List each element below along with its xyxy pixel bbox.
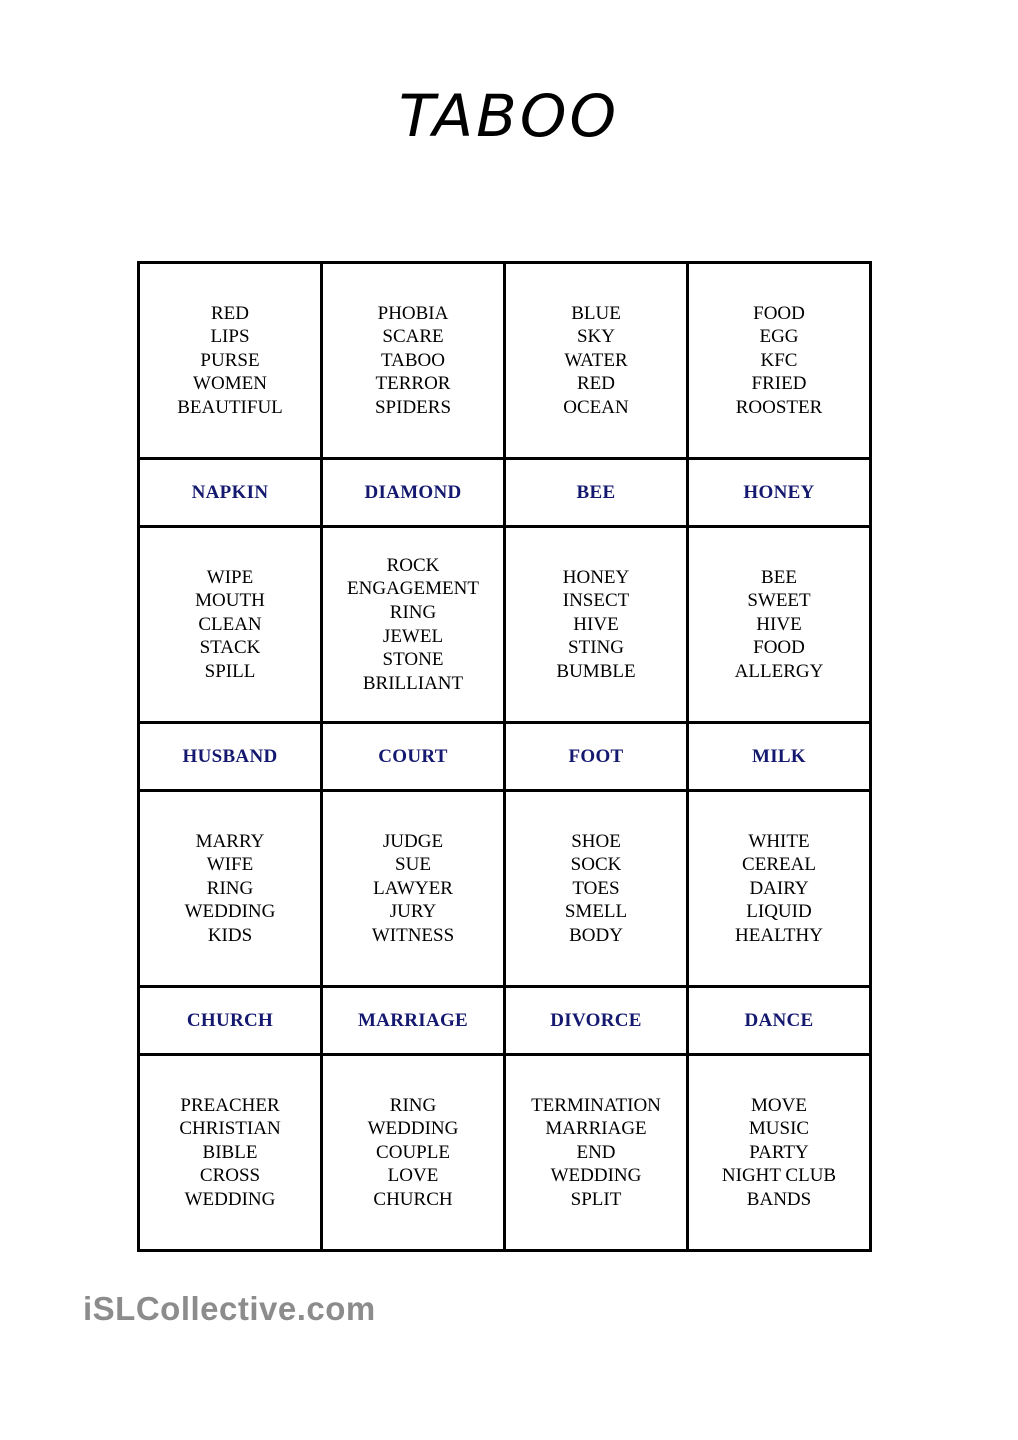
taboo-words-cell <box>139 1055 322 1251</box>
taboo-word: SPIDERS <box>374 396 452 418</box>
taboo-word: TABOO <box>381 349 445 371</box>
taboo-words-cell <box>139 791 322 987</box>
taboo-word: COUPLE <box>376 1141 450 1163</box>
taboo-word: MOUTH <box>195 590 265 612</box>
taboo-word: BANDS <box>746 1188 812 1210</box>
taboo-word: WOMEN <box>193 373 267 395</box>
taboo-words-row <box>139 527 871 723</box>
taboo-word: KFC <box>760 349 798 371</box>
keyword-cell: MILK <box>688 723 871 791</box>
taboo-word: BUMBLE <box>556 660 636 682</box>
taboo-word: PHOBIA <box>377 302 449 324</box>
taboo-word: WHITE <box>748 830 810 852</box>
taboo-word: PARTY <box>749 1141 809 1163</box>
taboo-word: OCEAN <box>563 396 629 418</box>
taboo-word: WIFE <box>206 854 254 876</box>
taboo-word: WEDDING <box>184 1188 276 1210</box>
taboo-word: WEDDING <box>367 1118 459 1140</box>
taboo-word: STONE <box>382 649 444 671</box>
keyword-row <box>139 987 871 1055</box>
taboo-word: PREACHER <box>180 1094 280 1116</box>
taboo-word: LIQUID <box>746 901 812 923</box>
taboo-card-grid <box>137 261 872 1252</box>
keyword-cell: COURT <box>322 723 505 791</box>
taboo-word: SPILL <box>204 660 256 682</box>
taboo-words-cell <box>322 527 505 723</box>
taboo-words-cell <box>322 263 505 459</box>
taboo-words-cell <box>505 1055 688 1251</box>
taboo-word: RING <box>206 877 254 899</box>
taboo-word: END <box>576 1141 616 1163</box>
taboo-word: RING <box>389 1094 437 1116</box>
taboo-word: SHOE <box>571 830 621 852</box>
keyword-cell: DIAMOND <box>322 459 505 527</box>
taboo-word: SOCK <box>570 854 622 876</box>
taboo-words-cell <box>505 527 688 723</box>
keyword-row <box>139 723 871 791</box>
taboo-word: SPLIT <box>570 1188 622 1210</box>
taboo-word: ROCK <box>386 554 440 576</box>
taboo-words-row <box>139 263 871 459</box>
keyword-row <box>139 459 871 527</box>
taboo-word: MUSIC <box>748 1118 810 1140</box>
taboo-word: HONEY <box>562 566 630 588</box>
taboo-words-cell <box>688 791 871 987</box>
keyword-cell: NAPKIN <box>139 459 322 527</box>
taboo-word: RING <box>389 601 437 623</box>
taboo-word: ENGAGEMENT <box>347 578 479 600</box>
taboo-word: HIVE <box>756 613 802 635</box>
taboo-word: ROOSTER <box>735 396 823 418</box>
taboo-word: LOVE <box>387 1165 439 1187</box>
taboo-word: LAWYER <box>373 877 453 899</box>
taboo-word: BODY <box>569 924 623 946</box>
taboo-word: HEALTHY <box>735 924 823 946</box>
taboo-words-row <box>139 1055 871 1251</box>
taboo-word: BLUE <box>571 302 621 324</box>
taboo-words-cell <box>139 263 322 459</box>
taboo-words-cell <box>688 527 871 723</box>
keyword-cell: DIVORCE <box>505 987 688 1055</box>
taboo-word: CROSS <box>199 1165 261 1187</box>
taboo-word: INSECT <box>562 590 630 612</box>
taboo-word: RED <box>211 302 249 324</box>
keyword-cell: DANCE <box>688 987 871 1055</box>
taboo-word: WATER <box>564 349 628 371</box>
taboo-word: KIDS <box>207 924 253 946</box>
taboo-word: JEWEL <box>382 625 444 647</box>
taboo-words-cell <box>505 263 688 459</box>
taboo-word: STING <box>568 637 624 659</box>
keyword-cell: MARRIAGE <box>322 987 505 1055</box>
taboo-word: EGG <box>759 326 799 348</box>
taboo-words-cell <box>139 527 322 723</box>
taboo-word: CLEAN <box>198 613 262 635</box>
taboo-word: ALLERGY <box>734 660 824 682</box>
taboo-word: FRIED <box>751 373 807 395</box>
taboo-word: WEDDING <box>184 901 276 923</box>
taboo-word: CEREAL <box>742 854 816 876</box>
taboo-word: WITNESS <box>371 924 455 946</box>
taboo-word: CHURCH <box>373 1188 453 1210</box>
taboo-word: BEE <box>761 566 797 588</box>
keyword-cell: HONEY <box>688 459 871 527</box>
taboo-word: JUDGE <box>382 830 444 852</box>
watermark-text: iSLCollective.com <box>83 1290 376 1327</box>
taboo-word: NIGHT CLUB <box>721 1165 837 1187</box>
taboo-words-cell <box>688 263 871 459</box>
taboo-word: TERROR <box>375 373 451 395</box>
page-title: TABOO <box>398 82 620 150</box>
taboo-word: JURY <box>389 901 437 923</box>
taboo-word: FOOD <box>753 637 805 659</box>
taboo-word: MOVE <box>751 1094 807 1116</box>
taboo-word: WIPE <box>206 566 254 588</box>
keyword-cell: BEE <box>505 459 688 527</box>
keyword-cell: CHURCH <box>139 987 322 1055</box>
taboo-word: HIVE <box>573 613 619 635</box>
taboo-word: LIPS <box>210 326 250 348</box>
taboo-word: BRILLIANT <box>362 672 464 694</box>
taboo-word: MARRIAGE <box>545 1118 647 1140</box>
taboo-words-cell <box>322 791 505 987</box>
taboo-word: BIBLE <box>202 1141 258 1163</box>
taboo-words-cell <box>322 1055 505 1251</box>
taboo-word: DAIRY <box>749 877 809 899</box>
taboo-word: STACK <box>199 637 261 659</box>
taboo-word: SMELL <box>564 901 628 923</box>
keyword-cell: FOOT <box>505 723 688 791</box>
taboo-word: WEDDING <box>550 1165 642 1187</box>
taboo-words-cell <box>688 1055 871 1251</box>
taboo-word: SWEET <box>747 590 811 612</box>
taboo-word: FOOD <box>753 302 805 324</box>
taboo-words-cell <box>505 791 688 987</box>
taboo-word: RED <box>577 373 615 395</box>
taboo-word: SKY <box>576 326 615 348</box>
keyword-cell: HUSBAND <box>139 723 322 791</box>
taboo-word: MARRY <box>195 830 265 852</box>
taboo-word: PURSE <box>200 349 260 371</box>
taboo-words-row <box>139 791 871 987</box>
taboo-word: SUE <box>395 854 431 876</box>
taboo-word: BEAUTIFUL <box>177 396 283 418</box>
taboo-word: CHRISTIAN <box>179 1118 281 1140</box>
taboo-word: TOES <box>572 877 620 899</box>
taboo-word: TERMINATION <box>531 1094 661 1116</box>
taboo-word: SCARE <box>382 326 444 348</box>
